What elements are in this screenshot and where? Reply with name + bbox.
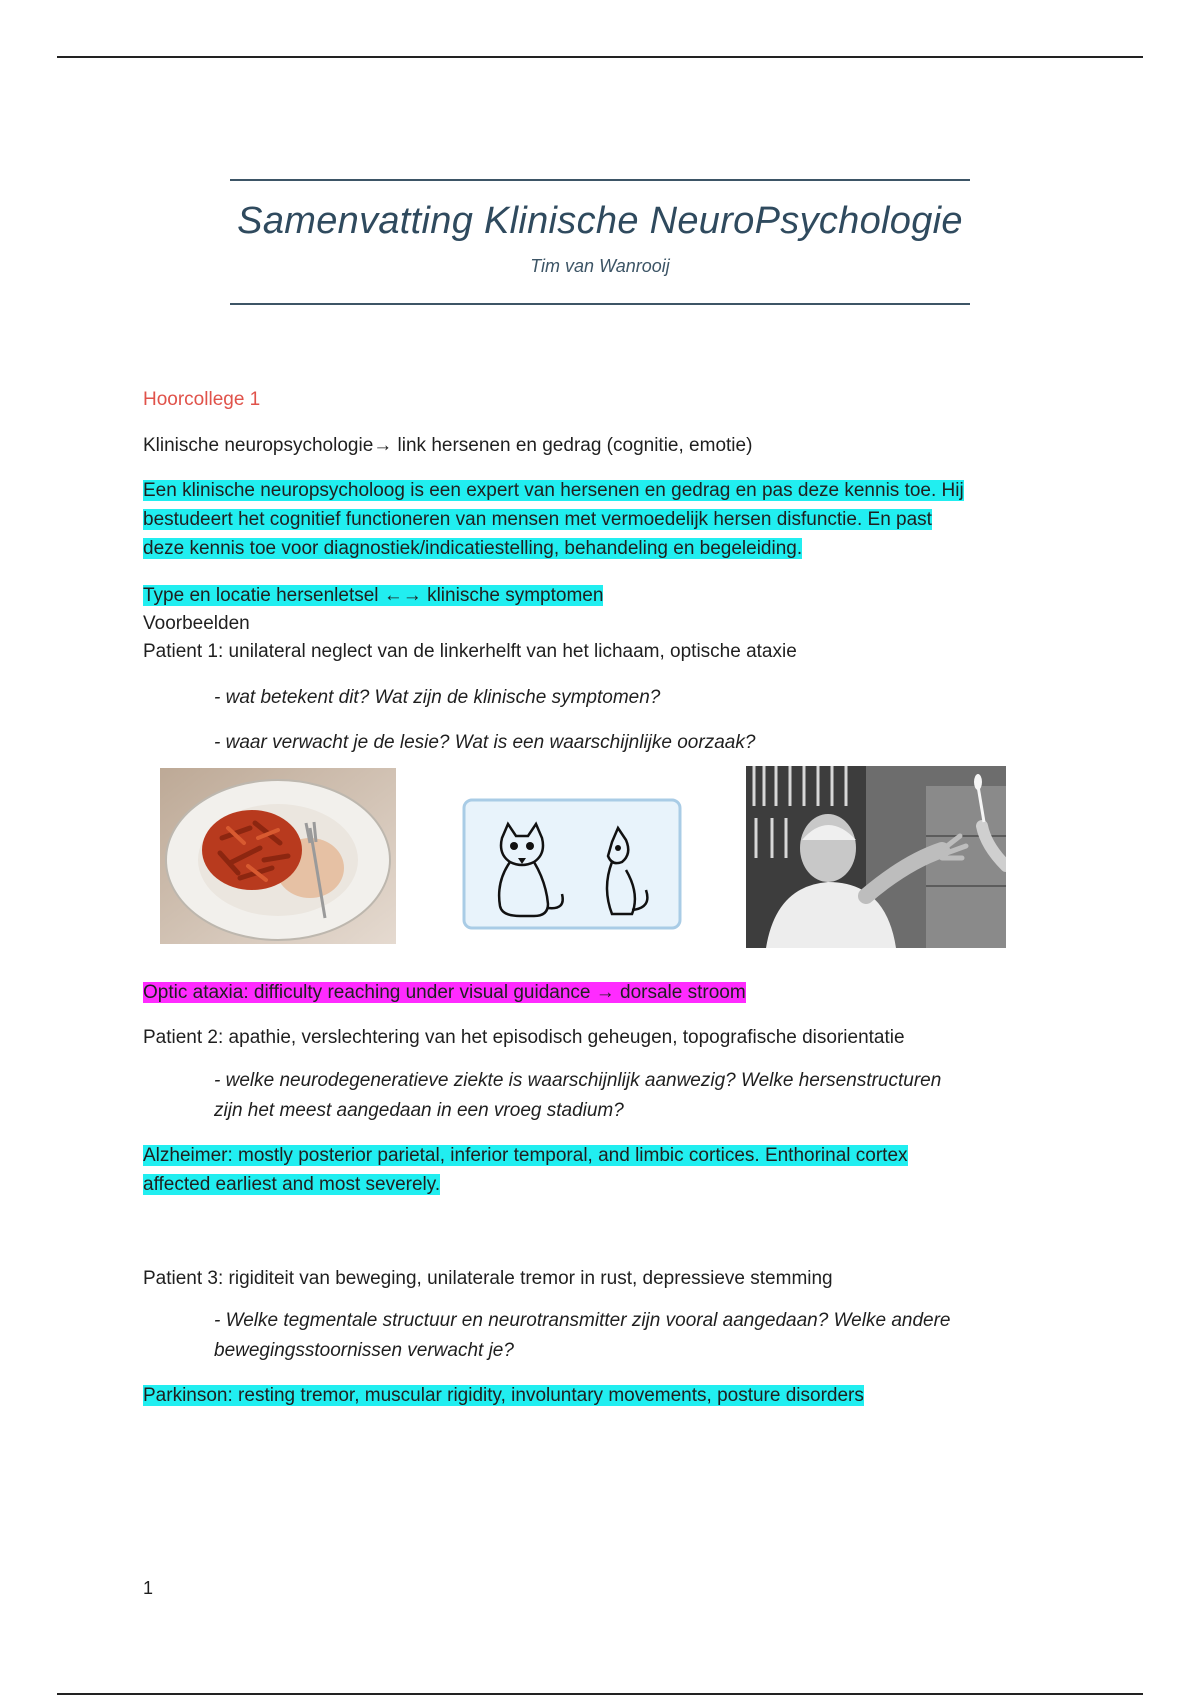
- patient2-question-line-2: zijn het meest aangedaan in een vroeg stadium?: [214, 1100, 624, 1121]
- bottom-page-rule: [57, 1693, 1143, 1695]
- patient2-question: [214, 1066, 941, 1126]
- relation-highlight: Type en locatie hersenletsel ←→ klinische symptomen: [143, 585, 604, 606]
- neglect-pasta-plate-image: [160, 768, 396, 944]
- examples-label: Voorbeelden: [143, 613, 250, 634]
- patient1-answer: [143, 978, 746, 1007]
- relation-line: [143, 581, 603, 610]
- definition-line-3: deze kennis toe voor diagnostiek/indicatiestelling, behandeling en begeleiding.: [143, 538, 803, 559]
- optic-ataxia-patient-photo: [746, 766, 1006, 948]
- title-top-rule: [230, 179, 970, 181]
- patient3-question: [214, 1306, 950, 1366]
- definition-line-2: bestudeert het cognitief functioneren van mensen met vermoedelijk hersen disfunctie. En past: [143, 509, 932, 530]
- intro-line: Klinische neuropsychologie→ link hersenen en gedrag (cognitie, emotie): [143, 435, 753, 456]
- patient2-answer-line-2: affected earliest and most severely.: [143, 1174, 441, 1195]
- patient3-question-line-2: bewegingsstoornissen verwacht je?: [214, 1340, 514, 1361]
- title-bottom-rule: [230, 303, 970, 305]
- definition-paragraph: [143, 476, 964, 563]
- patient1-question-2: - waar verwacht je de lesie? Wat is een waarschijnlijke oorzaak?: [214, 732, 756, 753]
- page-number: 1: [143, 1578, 154, 1598]
- definition-line-1: Een klinische neuropsycholoog is een expert van hersenen en gedrag en pas deze kennis toe. Hij: [143, 480, 964, 501]
- patient3-answer: [143, 1381, 864, 1410]
- patient2-question-line-1: - welke neurodegeneratieve ziekte is waarschijnlijk aanwezig? Welke hersenstructuren: [214, 1070, 942, 1091]
- patient1-question-1: - wat betekent dit? Wat zijn de klinische symptomen?: [214, 687, 661, 708]
- document-title: Samenvatting Klinische NeuroPsychologie: [237, 200, 963, 242]
- patient1-answer-highlight: Optic ataxia: difficulty reaching under visual guidance → dorsale stroom: [143, 982, 746, 1003]
- document-author: Tim van Wanrooij: [530, 256, 670, 276]
- neglect-cat-drawing-image: [462, 798, 682, 930]
- top-page-rule: [57, 56, 1143, 58]
- patient3-answer-highlight: Parkinson: resting tremor, muscular rigidity, involuntary movements, posture disorders: [143, 1385, 864, 1406]
- patient2-answer-line-1: Alzheimer: mostly posterior parietal, inferior temporal, and limbic cortices. Enthorinal cortex: [143, 1145, 908, 1166]
- patient2-answer: [143, 1141, 908, 1199]
- section-heading: Hoorcollege 1: [143, 389, 261, 410]
- patient2-line: Patient 2: apathie, verslechtering van het episodisch geheugen, topografische disorientatie: [143, 1027, 905, 1048]
- patient3-line: Patient 3: rigiditeit van beweging, unilaterale tremor in rust, depressieve stemming: [143, 1268, 833, 1289]
- patient3-question-line-1: - Welke tegmentale structuur en neurotransmitter zijn vooral aangedaan? Welke andere: [214, 1310, 951, 1331]
- patient1-line: Patient 1: unilateral neglect van de linkerhelft van het lichaam, optische ataxie: [143, 641, 797, 662]
